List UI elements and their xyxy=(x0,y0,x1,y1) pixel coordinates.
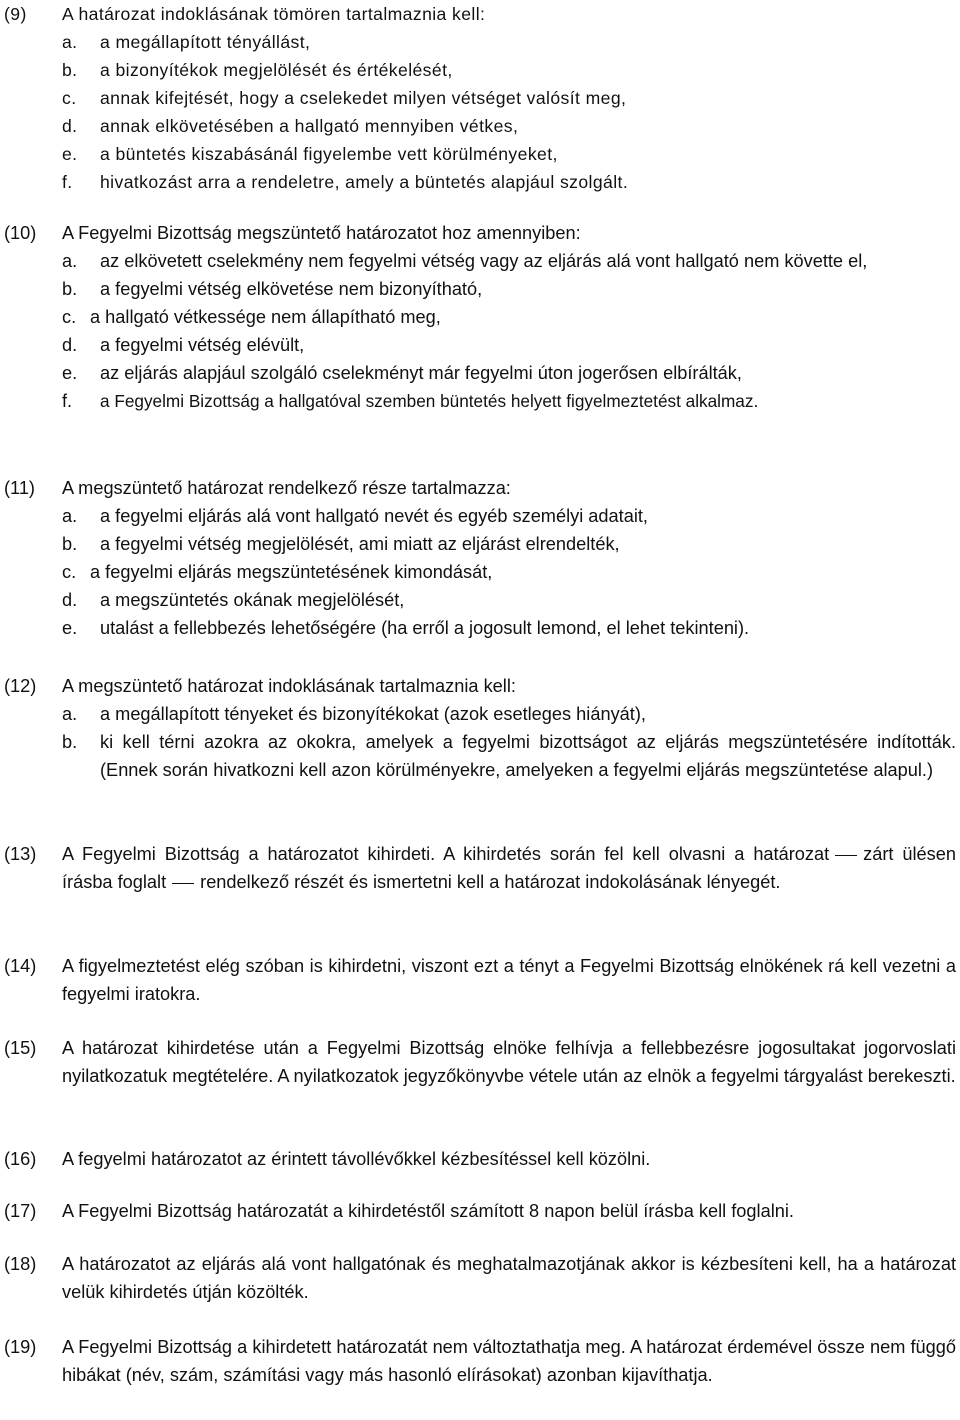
paragraph-text xyxy=(62,840,956,896)
list-item xyxy=(62,247,956,275)
item-label: e. xyxy=(62,363,78,383)
item-label: b. xyxy=(62,60,78,80)
list-item xyxy=(62,558,956,586)
item-text: az elkövetett cselekmény nem fegyelmi vétség vagy az eljárás alá vont hallgató nem követte el, xyxy=(100,251,868,271)
list-item xyxy=(62,112,956,140)
item-text: a fegyelmi vétség megjelölését, ami miatt az eljárást elrendelték, xyxy=(100,534,620,554)
paragraph-16 xyxy=(4,1145,956,1173)
item-label: b. xyxy=(62,279,78,299)
item-label: d. xyxy=(62,335,78,355)
item-label: b. xyxy=(62,732,78,752)
item-text: a hallgató vétkessége nem állapítható meg, xyxy=(90,307,441,327)
paragraph-15 xyxy=(4,1034,956,1090)
paragraph-number: (18) xyxy=(4,1254,37,1274)
paragraph-text: A határozat indoklásának tömören tartalmaznia kell: xyxy=(62,4,486,24)
item-label: f. xyxy=(62,172,73,192)
paragraph-text: A Fegyelmi Bizottság megszüntető határozatot hoz amennyiben: xyxy=(62,223,581,243)
paragraph-number: (14) xyxy=(4,956,37,976)
item-text: ki kell térni azokra az okokra, amelyek a fegyelmi bizottságot az eljárás megszüntetésére indították. (Ennek során hivatkozni kell azon körülményekre, amelyeken a fegyelmi eljárás megszüntetése alapul.) xyxy=(100,732,956,780)
item-text: a Fegyelmi Bizottság a hallgatóval szemben büntetés helyett figyelmeztetést alkalmaz. xyxy=(100,391,759,411)
paragraph-text: A fegyelmi határozatot az érintett távollévőkkel kézbesítéssel kell közölni. xyxy=(62,1149,651,1169)
item-text: annak elkövetésében a hallgató mennyiben vétkes, xyxy=(100,116,519,136)
list-item xyxy=(62,614,956,642)
item-text: a fegyelmi eljárás megszüntetésének kimondását, xyxy=(90,562,493,582)
item-label: a. xyxy=(62,32,78,52)
dash-mark xyxy=(835,855,857,856)
item-text: a megállapított tényállást, xyxy=(100,32,311,52)
item-label: f. xyxy=(62,391,73,411)
item-text: utalást a fellebbezés lehetőségére (ha erről a jogosult lemond, el lehet tekinteni). xyxy=(100,618,750,638)
paragraph-text: A Fegyelmi Bizottság határozatát a kihirdetéstől számított 8 napon belül írásba kell foglalni. xyxy=(62,1201,794,1221)
item-text: annak kifejtését, hogy a cselekedet milyen vétséget valósít meg, xyxy=(100,88,627,108)
item-label: e. xyxy=(62,618,78,638)
list-item xyxy=(62,728,956,784)
paragraph-text: A határozatot az eljárás alá vont hallgatónak és meghatalmazotjának akkor is kézbesíteni kell, ha a határozat velük kihirdetés útján közölték. xyxy=(62,1254,956,1302)
item-text: a büntetés kiszabásánál figyelembe vett körülményeket, xyxy=(100,144,558,164)
item-text: a bizonyítékok megjelölését és értékelését, xyxy=(100,60,453,80)
item-label: d. xyxy=(62,590,78,610)
list-item xyxy=(62,56,956,84)
item-label: a. xyxy=(62,506,78,526)
paragraph-13 xyxy=(4,840,956,896)
list-item xyxy=(62,586,956,614)
item-text: a fegyelmi eljárás alá vont hallgató nevét és egyéb személyi adatait, xyxy=(100,506,648,526)
item-label: a. xyxy=(62,251,78,271)
list-item xyxy=(62,359,956,387)
item-text: hivatkozást arra a rendeletre, amely a büntetés alapjául szolgált. xyxy=(100,172,629,192)
item-label: c. xyxy=(62,88,77,108)
item-text: a fegyelmi vétség elkövetése nem bizonyítható, xyxy=(100,279,483,299)
item-text: a megszüntetés okának megjelölését, xyxy=(100,590,405,610)
paragraph-number: (10) xyxy=(4,223,37,243)
paragraph-17 xyxy=(4,1197,956,1225)
paragraph-19 xyxy=(4,1333,956,1389)
item-label: d. xyxy=(62,116,78,136)
list-item xyxy=(62,84,956,112)
paragraph-number: (16) xyxy=(4,1149,37,1169)
item-label: c. xyxy=(62,562,77,582)
paragraph-number: (17) xyxy=(4,1201,37,1221)
list-item xyxy=(62,168,956,196)
paragraph-number: (9) xyxy=(4,4,27,24)
paragraph-9 xyxy=(4,0,956,196)
list-item xyxy=(62,530,956,558)
item-label: c. xyxy=(62,307,77,327)
list-item xyxy=(62,303,956,331)
item-text: a megállapított tényeket és bizonyítékokat (azok esetleges hiányát), xyxy=(100,704,646,724)
paragraph-text: A Fegyelmi Bizottság a kihirdetett határozatát nem változtathatja meg. A határozat érdemével össze nem függő hibákat (név, szám, számítási vagy más hasonló elírásokat) azonban kijavíthatja. xyxy=(62,1337,956,1385)
paragraph-10 xyxy=(4,219,956,415)
text-part-c: rendelkező részét és ismertetni kell a határozat indokolásának lényegét. xyxy=(200,872,781,892)
item-text: a fegyelmi vétség elévült, xyxy=(100,335,305,355)
item-label: a. xyxy=(62,704,78,724)
paragraph-number: (13) xyxy=(4,844,37,864)
paragraph-text: A határozat kihirdetése után a Fegyelmi Bizottság elnöke felhívja a fellebbezésre jogosultakat jogorvoslati nyilatkozatuk megtételére. A nyilatkozatok jegyzőkönyvbe vétele után az elnök a fegyelmi tárgyalást berekeszti. xyxy=(62,1038,956,1086)
item-text: az eljárás alapjául szolgáló cselekményt már fegyelmi úton jogerősen elbírálták, xyxy=(100,363,742,383)
paragraph-11 xyxy=(4,474,956,642)
item-label: b. xyxy=(62,534,78,554)
list-item xyxy=(62,140,956,168)
paragraph-text: A figyelmeztetést elég szóban is kihirdetni, viszont ezt a tényt a Fegyelmi Bizottság elnökének rá kell vezetni a fegyelmi iratokra. xyxy=(62,956,956,1004)
list-item xyxy=(62,387,956,415)
text-part-a: A Fegyelmi Bizottság a határozatot kihirdeti. A kihirdetés során fel kell olvasni a határozat xyxy=(62,844,830,864)
paragraph-text: A megszüntető határozat rendelkező része tartalmazza: xyxy=(62,478,511,498)
paragraph-14 xyxy=(4,952,956,1008)
paragraph-number: (11) xyxy=(4,478,35,498)
list-item xyxy=(62,502,956,530)
paragraph-12 xyxy=(4,672,956,784)
paragraph-number: (15) xyxy=(4,1038,37,1058)
item-label: e. xyxy=(62,144,78,164)
dash-mark xyxy=(172,883,194,884)
list-item xyxy=(62,275,956,303)
text-part-b: zárt ülésen írásba foglalt xyxy=(62,844,956,892)
list-item xyxy=(62,700,956,728)
paragraph-18 xyxy=(4,1250,956,1306)
paragraph-number: (19) xyxy=(4,1337,37,1357)
list-item xyxy=(62,28,956,56)
paragraph-number: (12) xyxy=(4,676,37,696)
paragraph-text: A megszüntető határozat indoklásának tartalmaznia kell: xyxy=(62,676,516,696)
list-item xyxy=(62,331,956,359)
